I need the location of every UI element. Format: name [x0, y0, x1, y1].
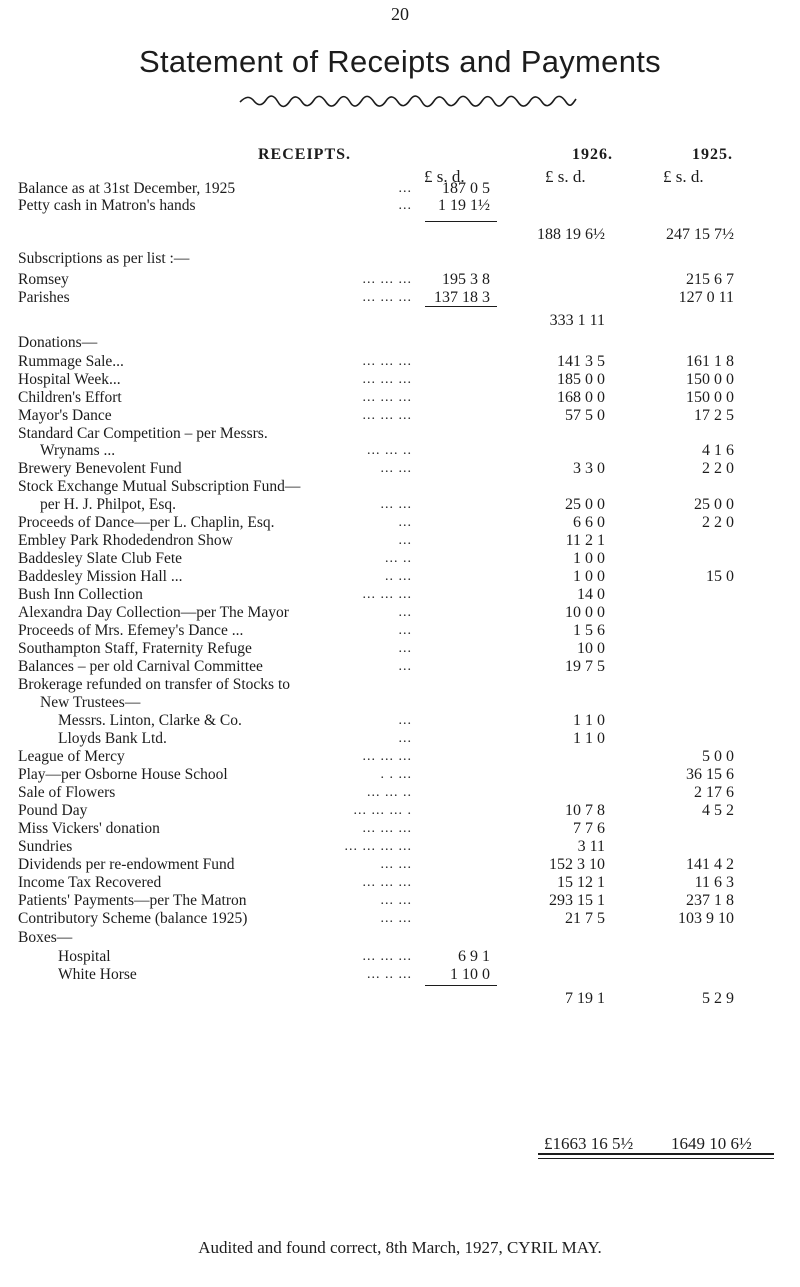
row-label: Brewery Benevolent Fund	[18, 460, 182, 477]
row-leader-dots: ...	[398, 605, 412, 620]
row-leader-dots: ...	[398, 713, 412, 728]
row-amount-1925: 247 15 7½	[666, 226, 734, 243]
row-amount-1925: 5 2 9	[702, 990, 734, 1007]
row-label: Dividends per re-endowment Fund	[18, 856, 235, 873]
page-number: 20	[391, 4, 409, 24]
row-label: Pound Day	[18, 802, 88, 819]
row-label: Romsey	[18, 271, 69, 288]
row-leader-dots: ... ... ...	[362, 390, 412, 405]
row-amount-1926: 333 1 11	[549, 312, 605, 329]
row-amount-1926: 10 0 0	[565, 604, 605, 621]
audit-note: Audited and found correct, 8th March, 1927, CYRIL MAY.	[198, 1238, 602, 1257]
row-amount-1926: 7 7 6	[573, 820, 605, 837]
row-leader-dots: ... ...	[380, 461, 412, 476]
row-leader-dots: ... ... ...	[362, 875, 412, 890]
row-leader-dots: ... ... ...	[362, 290, 412, 305]
row-leader-dots: ... ... ...	[362, 587, 412, 602]
row-leader-dots: ...	[398, 641, 412, 656]
row-leader-dots: ... ...	[380, 497, 412, 512]
row-label: Baddesley Slate Club Fete	[18, 550, 183, 567]
row-amount-1926: 141 3 5	[557, 353, 605, 370]
row-label: Petty cash in Matron's hands	[18, 197, 196, 214]
subtotal-rule-balance	[425, 221, 497, 222]
row-amount-1926: 3 3 0	[573, 460, 605, 477]
row-label: Wrynams ...	[40, 442, 116, 459]
row-amount-1925: 127 0 11	[678, 289, 734, 306]
row-leader-dots: ... ... ...	[362, 272, 412, 287]
row-amount-1926: 10 7 8	[565, 802, 605, 819]
currency-header-1926: £ s. d.	[545, 167, 586, 186]
row-leader-dots: ...	[398, 181, 412, 196]
row-amount-1925: 25 0 0	[694, 496, 734, 513]
row-label: Sundries	[18, 838, 73, 855]
row-label: Southampton Staff, Fraternity Refuge	[18, 640, 252, 657]
row-label: Contributory Scheme (balance 1925)	[18, 910, 248, 927]
row-amount-1925: 17 2 5	[694, 407, 734, 424]
row-amount-1925: 2 17 6	[694, 784, 734, 801]
currency-header-1925: £ s. d.	[663, 167, 704, 186]
row-label: per H. J. Philpot, Esq.	[40, 496, 177, 513]
row-sub-amount: 137 18 3	[434, 289, 490, 306]
total-1925: 1649 10 6½	[671, 1134, 752, 1153]
row-amount-1925: 4 5 2	[702, 802, 734, 819]
row-amount-1926: 1 0 0	[573, 550, 605, 567]
row-leader-dots: ...	[398, 623, 412, 638]
row-amount-1925: 141 4 2	[686, 856, 734, 873]
row-label: Hospital	[58, 948, 111, 965]
row-label: Proceeds of Mrs. Efemey's Dance ...	[18, 622, 244, 639]
row-label: Brokerage refunded on transfer of Stocks to	[18, 676, 291, 693]
row-amount-1926: 1 5 6	[573, 622, 605, 639]
total-double-rule-bottom	[538, 1158, 774, 1159]
row-label: Hospital Week...	[18, 371, 121, 388]
row-amount-1925: 11 6 3	[694, 874, 734, 891]
row-amount-1926: 7 19 1	[565, 990, 605, 1007]
row-leader-dots: ... ... ...	[362, 749, 412, 764]
row-sub-amount: 6 9 1	[458, 948, 490, 965]
row-amount-1926: 1 0 0	[573, 568, 605, 585]
row-amount-1926: 6 6 0	[573, 514, 605, 531]
row-leader-dots: .. ...	[385, 569, 412, 584]
row-amount-1925: 161 1 8	[686, 353, 734, 370]
row-label: Parishes	[18, 289, 70, 306]
row-amount-1925: 15 0	[706, 568, 734, 585]
row-amount-1926: 168 0 0	[557, 389, 605, 406]
row-sub-amount: 1 19 1½	[438, 197, 490, 214]
row-leader-dots: ... ...	[380, 911, 412, 926]
receipts-heading: RECEIPTS.	[258, 146, 352, 163]
row-label: Alexandra Day Collection—per The Mayor	[18, 604, 289, 621]
row-amount-1926: 293 15 1	[549, 892, 605, 909]
row-label: Embley Park Rhodedendron Show	[18, 532, 233, 549]
row-leader-dots: ...	[398, 515, 412, 530]
row-amount-1925: 237 1 8	[686, 892, 734, 909]
row-amount-1925: 2 2 0	[702, 460, 734, 477]
row-leader-dots: ...	[398, 659, 412, 674]
subtotal-rule-subscriptions	[425, 306, 497, 307]
row-leader-dots: ... ... ... ...	[344, 839, 412, 854]
row-leader-dots: ... ... ...	[362, 821, 412, 836]
row-leader-dots: ... ... ..	[367, 785, 412, 800]
sub-currency-header: £ s. d.	[424, 167, 465, 186]
row-leader-dots: ...	[398, 198, 412, 213]
row-leader-dots: ... ... ..	[367, 443, 412, 458]
row-label: White Horse	[58, 966, 137, 983]
row-label: Balance as at 31st December, 1925	[18, 180, 236, 197]
row-label: Balances – per old Carnival Committee	[18, 658, 263, 675]
row-leader-dots: ... ... ...	[362, 408, 412, 423]
row-sub-amount: 195 3 8	[442, 271, 490, 288]
row-label: Stock Exchange Mutual Subscription Fund—	[18, 478, 301, 495]
row-amount-1925: 5 0 0	[702, 748, 734, 765]
row-sub-amount: 1 10 0	[450, 966, 490, 983]
row-amount-1926: 1 1 0	[573, 712, 605, 729]
total-double-rule-top	[538, 1153, 774, 1155]
row-amount-1925: 150 0 0	[686, 371, 734, 388]
row-leader-dots: ...	[398, 533, 412, 548]
total-1926: £1663 16 5½	[544, 1134, 634, 1153]
row-label: Messrs. Linton, Clarke & Co.	[58, 712, 242, 729]
row-leader-dots: ... ..	[385, 551, 412, 566]
row-amount-1926: 3 11	[577, 838, 605, 855]
row-amount-1926: 25 0 0	[565, 496, 605, 513]
row-amount-1925: 215 6 7	[686, 271, 734, 288]
row-label: Subscriptions as per list :—	[18, 250, 190, 267]
row-label: Mayor's Dance	[18, 407, 112, 424]
row-sub-amount: 187 0 5	[442, 180, 490, 197]
row-leader-dots: ... ...	[380, 857, 412, 872]
row-amount-1925: 4 1 6	[702, 442, 734, 459]
row-amount-1925: 2 2 0	[702, 514, 734, 531]
row-leader-dots: . . ...	[380, 767, 412, 782]
row-leader-dots: ... ... ...	[362, 372, 412, 387]
row-leader-dots: ... ... ... .	[353, 803, 412, 818]
row-label: New Trustees—	[40, 694, 141, 711]
row-amount-1926: 14 0	[577, 586, 605, 603]
row-amount-1926: 11 2 1	[565, 532, 605, 549]
subtotal-rule-boxes	[425, 985, 497, 986]
row-label: Children's Effort	[18, 389, 122, 406]
row-label: League of Mercy	[18, 748, 125, 765]
row-amount-1925: 103 9 10	[678, 910, 734, 927]
row-label: Lloyds Bank Ltd.	[58, 730, 167, 747]
row-label: Income Tax Recovered	[18, 874, 162, 891]
row-amount-1926: 185 0 0	[557, 371, 605, 388]
row-label: Standard Car Competition – per Messrs.	[18, 425, 268, 442]
row-label: Rummage Sale...	[18, 353, 124, 370]
row-label: Miss Vickers' donation	[18, 820, 160, 837]
row-leader-dots: ... ...	[380, 893, 412, 908]
row-amount-1926: 21 7 5	[565, 910, 605, 927]
row-leader-dots: ... ... ...	[362, 354, 412, 369]
row-label: Boxes—	[18, 929, 73, 946]
row-label: Patients' Payments—per The Matron	[18, 892, 247, 909]
row-amount-1926: 1 1 0	[573, 730, 605, 747]
row-label: Donations—	[18, 334, 98, 351]
row-amount-1926: 152 3 10	[549, 856, 605, 873]
row-label: Bush Inn Collection	[18, 586, 143, 603]
row-leader-dots: ... ... ...	[362, 949, 412, 964]
ornament-divider	[238, 93, 578, 109]
year-1925-heading: 1925.	[692, 146, 733, 163]
year-1926-heading: 1926.	[572, 146, 613, 163]
row-leader-dots: ... .. ...	[367, 967, 412, 982]
row-label: Proceeds of Dance—per L. Chaplin, Esq.	[18, 514, 275, 531]
row-amount-1925: 150 0 0	[686, 389, 734, 406]
row-amount-1926: 57 5 0	[565, 407, 605, 424]
row-amount-1925: 36 15 6	[686, 766, 734, 783]
row-amount-1926: 15 12 1	[557, 874, 605, 891]
page-title: Statement of Receipts and Payments	[139, 44, 661, 79]
row-amount-1926: 10 0	[577, 640, 605, 657]
row-label: Baddesley Mission Hall ...	[18, 568, 183, 585]
row-leader-dots: ...	[398, 731, 412, 746]
row-label: Play—per Osborne House School	[18, 766, 228, 783]
row-label: Sale of Flowers	[18, 784, 116, 801]
row-amount-1926: 188 19 6½	[537, 226, 605, 243]
row-amount-1926: 19 7 5	[565, 658, 605, 675]
